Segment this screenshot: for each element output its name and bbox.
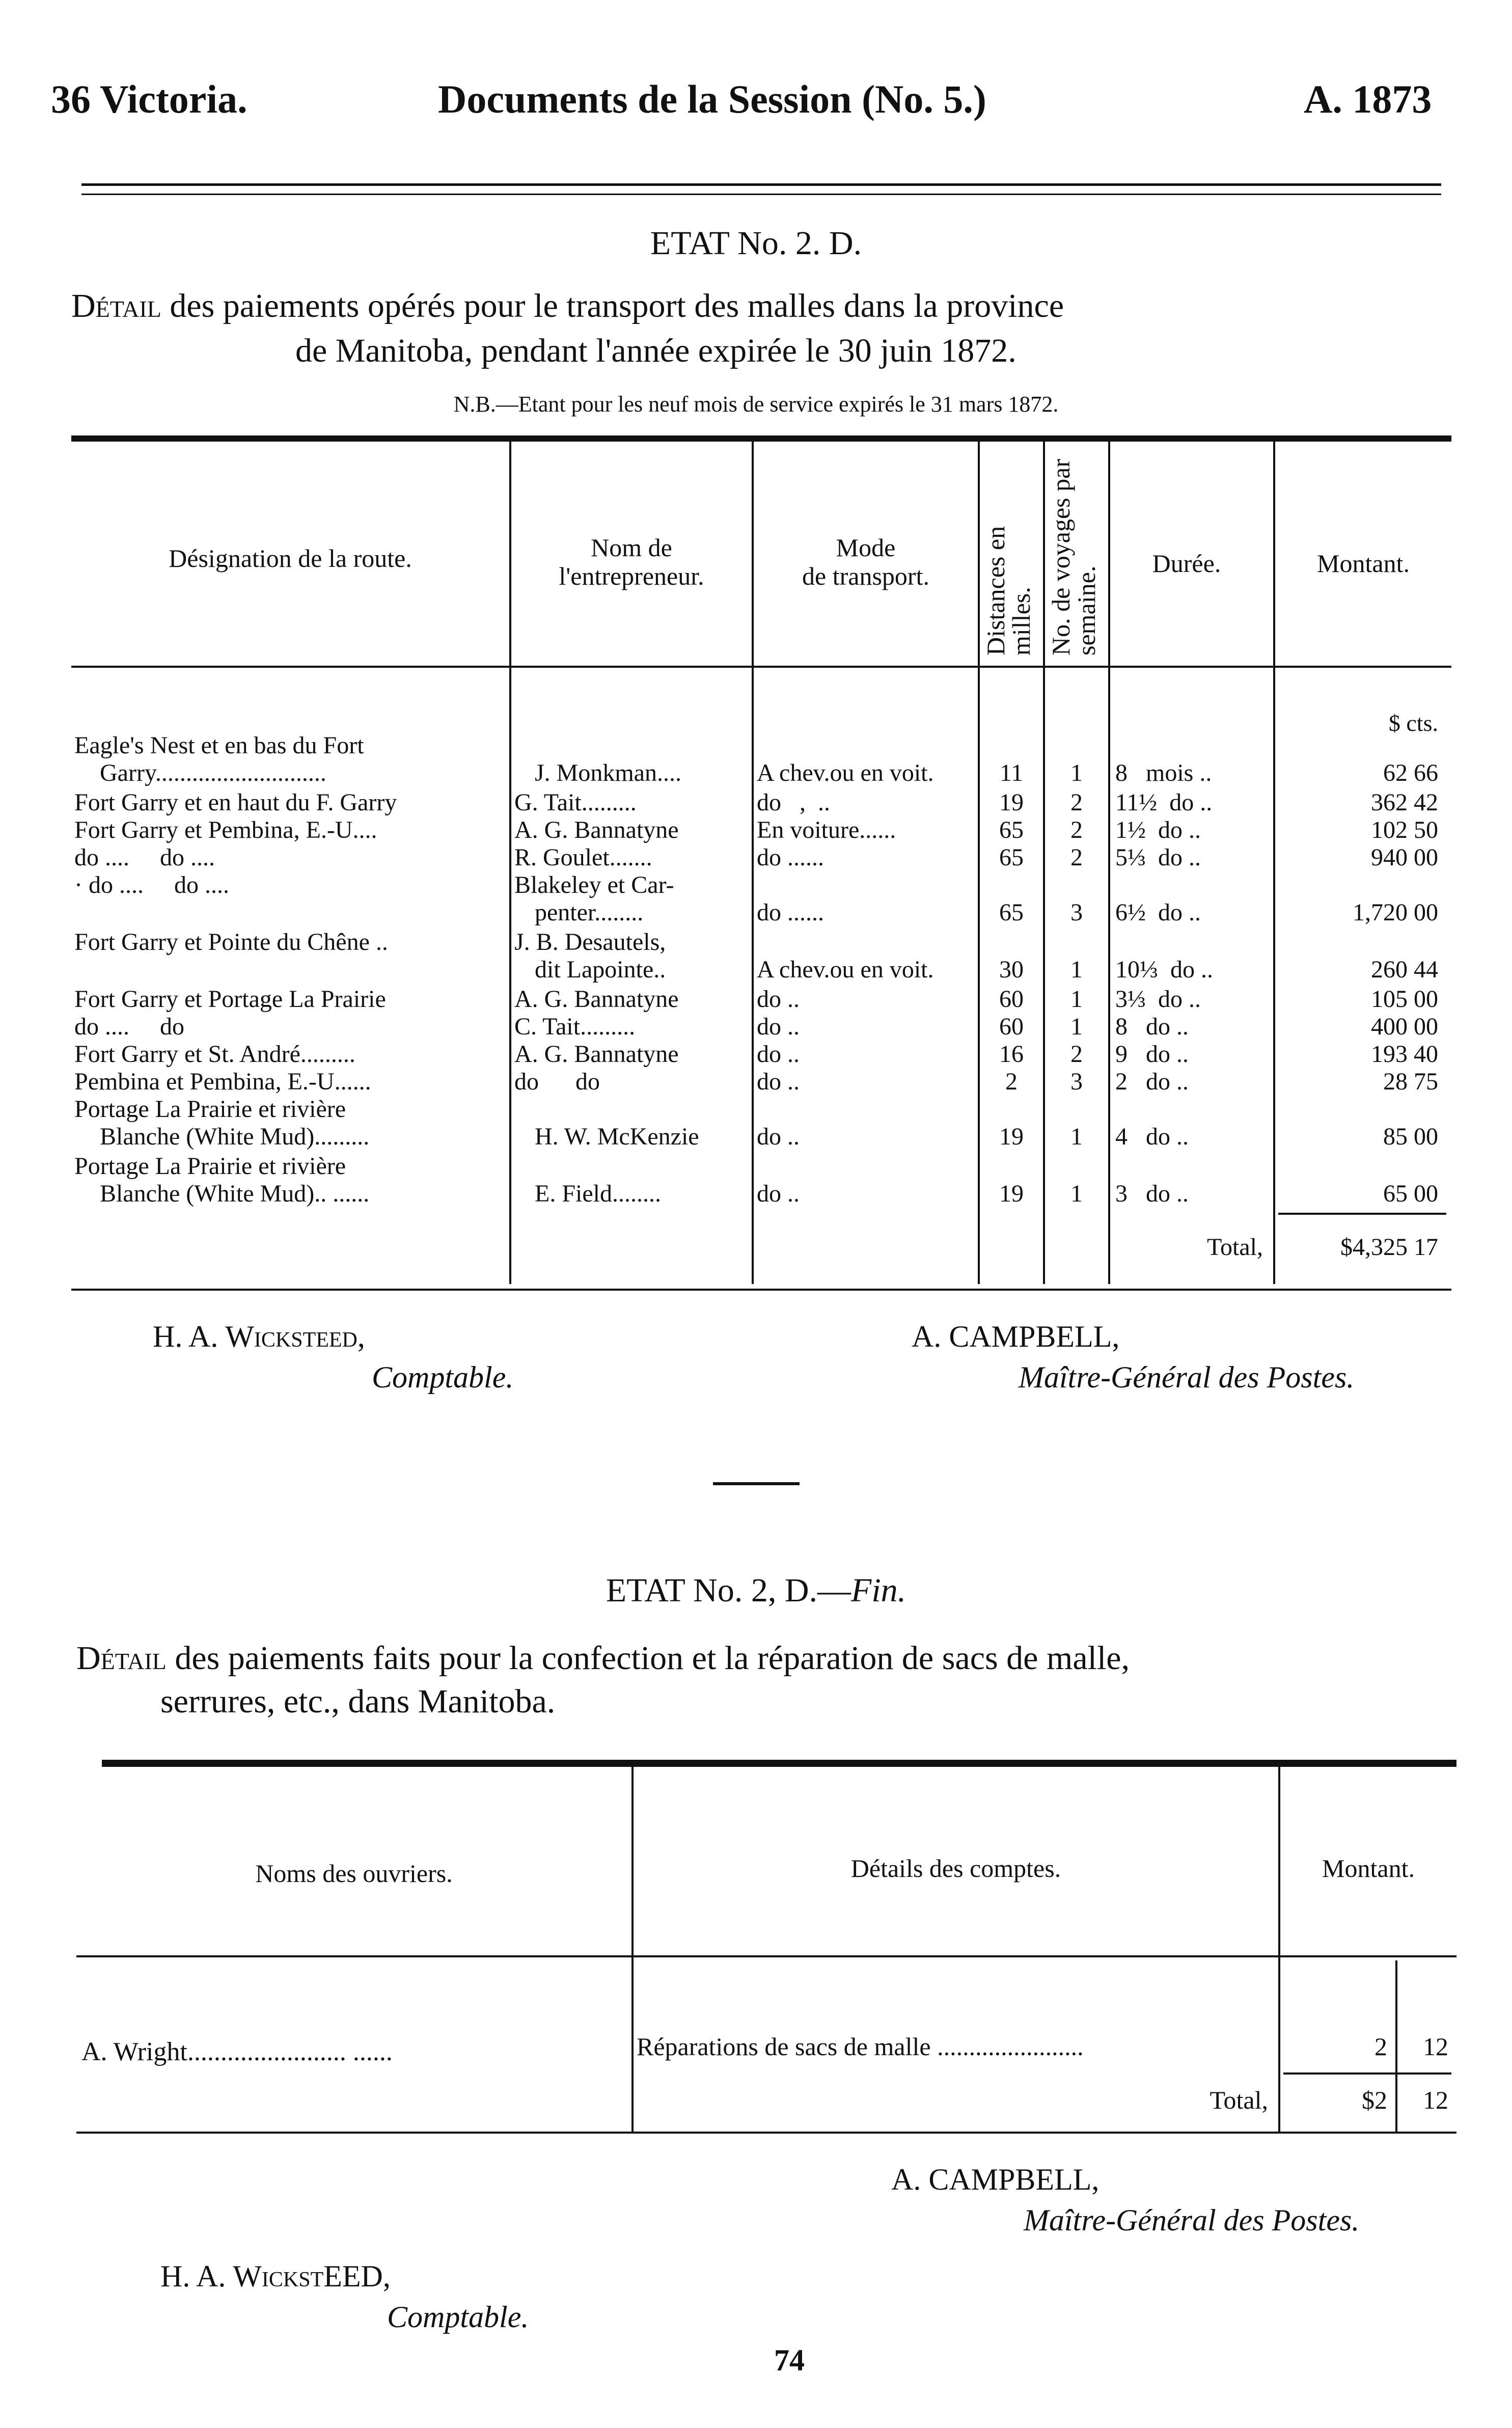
- cell-route: Blanche (White Mud).. ......: [100, 1180, 370, 1207]
- etat2-table: [76, 1767, 1456, 2134]
- etat2-total-dollars: $2: [1362, 2086, 1387, 2114]
- cell-duration: 2 do ..: [1115, 1068, 1189, 1095]
- cell-amount: 260 44: [1371, 956, 1438, 983]
- table-row: [71, 1041, 1451, 1068]
- cell-mode: do ..: [757, 1041, 800, 1068]
- cell-distance: 16: [999, 1041, 1024, 1068]
- cell-route: Portage La Prairie et rivière: [74, 1153, 346, 1180]
- etat1-title: ETAT No. 2. D.: [650, 225, 862, 262]
- header-title: Documents de la Session (No. 5.): [438, 77, 986, 121]
- cell-trips: 2: [1070, 789, 1083, 816]
- col-mode-header-1: Mode: [836, 533, 896, 562]
- table-row: [71, 732, 1451, 787]
- etat1-top-thick-rule: [71, 435, 1451, 442]
- cell-amount: 102 50: [1371, 816, 1438, 843]
- cell-distance: 19: [999, 1180, 1024, 1207]
- cell-distance: 2: [1005, 1068, 1018, 1095]
- cell-duration: 9 do ..: [1115, 1041, 1189, 1068]
- cell-distance: 60: [999, 1013, 1024, 1040]
- cell-route: Fort Garry et Pointe du Chêne ..: [74, 929, 388, 956]
- col-duration-header: Durée.: [1152, 549, 1221, 578]
- etat2-title-main: ETAT No. 2, D.—: [606, 1572, 851, 1609]
- cell-duration: 11½ do ..: [1115, 789, 1213, 816]
- etat1-note: N.B.—Etant pour les neuf mois de service expirés le 31 mars 1872.: [453, 392, 1059, 417]
- col-details-header: Détails des comptes.: [850, 1854, 1061, 1883]
- table-row: [71, 816, 1451, 844]
- etat1-detail-line2: de Manitoba, pendant l'année expirée le 30 juin 1872.: [295, 332, 1016, 369]
- col-divider: [978, 442, 980, 666]
- cell-duration: 8 do ..: [1115, 1013, 1189, 1040]
- cell-amount: 105 00: [1371, 986, 1438, 1013]
- table-row: [71, 789, 1451, 816]
- cell-distance: 65: [999, 844, 1024, 871]
- header-volume: 36 Victoria.: [51, 77, 248, 121]
- col-amount-header: Montant.: [1317, 549, 1410, 578]
- cell-distance: 65: [999, 899, 1024, 926]
- cell-duration: 3 do ..: [1115, 1180, 1189, 1207]
- cell-mode: En voiture......: [757, 816, 896, 843]
- cell-trips: 1: [1070, 956, 1083, 983]
- etat2-total-cents: 12: [1423, 2086, 1448, 2114]
- sig1-left-name: [153, 1319, 365, 1354]
- col-workers-header: Noms des ouvriers.: [255, 1859, 453, 1888]
- cell-distance: 60: [999, 986, 1024, 1013]
- etat2-bottom-rule: [76, 2132, 1456, 2134]
- cell-route: · do .... do ....: [74, 871, 229, 898]
- cell-duration: 10⅓ do ..: [1115, 956, 1213, 983]
- cell-contractor: J. B. Desautels,: [514, 929, 666, 956]
- table-row: [71, 986, 1451, 1013]
- cell-amount: 85 00: [1383, 1123, 1438, 1150]
- col-contractor-header-1: Nom de: [591, 533, 672, 562]
- etat1-total-value: $4,325 17: [1340, 1234, 1438, 1261]
- cell-contractor: H. W. McKenzie: [535, 1123, 699, 1150]
- etat1-column-headers: [71, 442, 1451, 666]
- cell-route: Fort Garry et Portage La Prairie: [74, 986, 386, 1013]
- cell-route: Eagle's Nest et en bas du Fort: [74, 732, 364, 759]
- sig2-right-role: Maître-Général des Postes.: [1024, 2203, 1360, 2237]
- sig2-left-name-text: H. A. WickstEED,: [160, 2259, 391, 2293]
- cell-trips: 2: [1070, 1041, 1083, 1068]
- etat1-bottom-rule: [71, 1289, 1451, 1291]
- cell-mode: do ..: [757, 1123, 800, 1150]
- section-separator: [713, 1482, 800, 1485]
- table-row: [71, 871, 1451, 926]
- cell-mode: A chev.ou en voit.: [757, 956, 934, 983]
- cell-duration: 3⅓ do ..: [1115, 986, 1201, 1013]
- cell-route: Fort Garry et Pembina, E.-U....: [74, 816, 377, 843]
- etat2-detail-cell: Réparations de sacs de malle .......................: [637, 2032, 1084, 2061]
- cell-amount: 193 40: [1371, 1041, 1438, 1068]
- cell-route: Pembina et Pembina, E.-U......: [74, 1068, 371, 1095]
- cell-amount: 940 00: [1371, 844, 1438, 871]
- cell-trips: 3: [1070, 899, 1083, 926]
- cell-mode: do ......: [757, 899, 824, 926]
- cell-duration: 1½ do ..: [1115, 816, 1201, 843]
- col-trips-header-text: No. de voyages par semaine.: [1047, 459, 1101, 656]
- etat2-cents: 12: [1423, 2032, 1448, 2061]
- cell-amount: 400 00: [1371, 1013, 1438, 1040]
- col-amount2-header: Montant.: [1322, 1854, 1415, 1883]
- cell-contractor: penter........: [535, 899, 644, 926]
- cell-contractor: A. G. Bannatyne: [514, 1041, 679, 1068]
- cell-duration: 6½ do ..: [1115, 899, 1201, 926]
- cell-mode: do ..: [757, 986, 800, 1013]
- cell-contractor: A. G. Bannatyne: [514, 816, 679, 843]
- col-contractor-header-2: l'entrepreneur.: [559, 562, 704, 590]
- cell-contractor: E. Field........: [535, 1180, 661, 1207]
- cell-contractor: Blakeley et Car-: [514, 871, 674, 898]
- etat1-detail: [71, 285, 1456, 327]
- etat2-detail-line2: serrures, etc., dans Manitoba.: [160, 1683, 556, 1720]
- cell-duration: 5⅓ do ..: [1115, 844, 1201, 871]
- cell-amount: 1,720 00: [1353, 899, 1438, 926]
- cell-mode: do ..: [757, 1180, 800, 1207]
- col-divider: [1278, 1767, 1280, 2134]
- sig2-right-name: A. CAMPBELL,: [891, 2163, 1099, 2196]
- cell-trips: 2: [1070, 816, 1083, 843]
- cell-mode: do ..: [757, 1068, 800, 1095]
- cell-distance: 19: [999, 1123, 1024, 1150]
- table-row: [71, 1153, 1451, 1208]
- header-rule-1: [81, 183, 1441, 186]
- col-divider: [1043, 442, 1045, 666]
- etat1-detail-rest: des paiements opérés pour le transport des malles dans la province: [161, 287, 1064, 324]
- header-rule-2: [81, 194, 1441, 195]
- etat1-detail-lead: Détail: [71, 287, 161, 324]
- cell-contractor: G. Tait.........: [514, 789, 637, 816]
- cell-contractor: dit Lapointe..: [535, 956, 666, 983]
- cell-amount: 362 42: [1371, 789, 1438, 816]
- cell-amount: 28 75: [1383, 1068, 1438, 1095]
- col-distance-header: [983, 457, 1039, 656]
- cell-duration: 4 do ..: [1115, 1123, 1189, 1150]
- etat1-total-label: Total,: [1207, 1234, 1263, 1261]
- etat2-total-label: Total,: [1209, 2086, 1268, 2114]
- cell-distance: 11: [999, 759, 1024, 786]
- table-row: [71, 1013, 1451, 1041]
- header-year: A. 1873: [1304, 77, 1432, 121]
- cell-route: Blanche (White Mud).........: [100, 1123, 370, 1150]
- etat2-title: [0, 1571, 1512, 1610]
- cell-route: do .... do ....: [74, 844, 215, 871]
- etat2-top-thick-rule: [102, 1760, 1456, 1767]
- sig1-right-name: A. CAMPBELL,: [912, 1320, 1120, 1353]
- col-trips-header: [1048, 457, 1104, 656]
- table-row: [71, 1068, 1451, 1096]
- etat2-detail-lead: Détail: [76, 1640, 167, 1677]
- cell-route: Fort Garry et en haut du F. Garry: [74, 789, 397, 816]
- col-distance-header-text: Distances en milles.: [981, 526, 1035, 656]
- cell-trips: 1: [1070, 1123, 1083, 1150]
- cell-mode: do ......: [757, 844, 824, 871]
- cell-trips: 1: [1070, 1180, 1083, 1207]
- cell-contractor: J. Monkman....: [535, 759, 681, 786]
- sig2-left-role: Comptable.: [387, 2300, 529, 2334]
- cell-contractor: C. Tait.........: [514, 1013, 636, 1040]
- cell-route: Fort Garry et St. André.........: [74, 1041, 355, 1068]
- etat2-detail: [76, 1638, 1462, 1679]
- col-mode-header: [754, 533, 978, 590]
- col-contractor-header: [511, 533, 752, 590]
- col-mode-header-2: de transport.: [802, 562, 929, 590]
- etat2-worker: A. Wright........................ ......: [81, 2037, 393, 2066]
- page-number: 74: [774, 2343, 805, 2377]
- etat2-dollars: 2: [1374, 2032, 1387, 2061]
- col-divider: [631, 1767, 634, 2134]
- sig1-left-role: Comptable.: [372, 1360, 514, 1394]
- cell-contractor: R. Goulet.......: [514, 844, 652, 871]
- etat2-title-fin: Fin.: [851, 1572, 906, 1609]
- cell-mode: do ..: [757, 1013, 800, 1040]
- sig2-left-name: [160, 2259, 391, 2294]
- table-row: [71, 844, 1451, 871]
- sig1-left-name-text: H. A. Wicksteed,: [153, 1320, 365, 1353]
- total-rule: [1283, 2072, 1451, 2075]
- col-route-header: Désignation de la route.: [169, 544, 412, 572]
- cell-amount: 62 66: [1383, 759, 1438, 786]
- cell-contractor: do do: [514, 1068, 600, 1095]
- cell-contractor: A. G. Bannatyne: [514, 986, 679, 1013]
- etat1-body: [71, 668, 1451, 1284]
- total-rule: [1278, 1213, 1446, 1215]
- etat2-detail-rest: des paiements faits pour la confection et la réparation de sacs de malle,: [166, 1640, 1130, 1677]
- cell-trips: 3: [1070, 1068, 1083, 1095]
- currency-unit: $ cts.: [1388, 710, 1438, 736]
- cell-duration: 8 mois ..: [1115, 759, 1212, 786]
- cell-mode: do , ..: [757, 789, 830, 816]
- cell-amount: 65 00: [1383, 1180, 1438, 1207]
- cell-distance: 30: [999, 956, 1024, 983]
- cell-trips: 2: [1070, 844, 1083, 871]
- table-row: [71, 1096, 1451, 1151]
- cell-mode: A chev.ou en voit.: [757, 759, 934, 786]
- table-row: [71, 929, 1451, 984]
- cell-route: Portage La Prairie et rivière: [74, 1096, 346, 1123]
- cell-distance: 65: [999, 816, 1024, 843]
- cell-route: Garry............................: [100, 759, 326, 786]
- cell-trips: 1: [1070, 759, 1083, 786]
- cell-distance: 19: [999, 789, 1024, 816]
- sig1-right-role: Maître-Général des Postes.: [1019, 1360, 1355, 1394]
- cell-trips: 1: [1070, 986, 1083, 1013]
- cell-trips: 1: [1070, 1013, 1083, 1040]
- etat2-header-rule: [76, 1955, 1456, 1957]
- cell-route: do .... do: [74, 1013, 184, 1040]
